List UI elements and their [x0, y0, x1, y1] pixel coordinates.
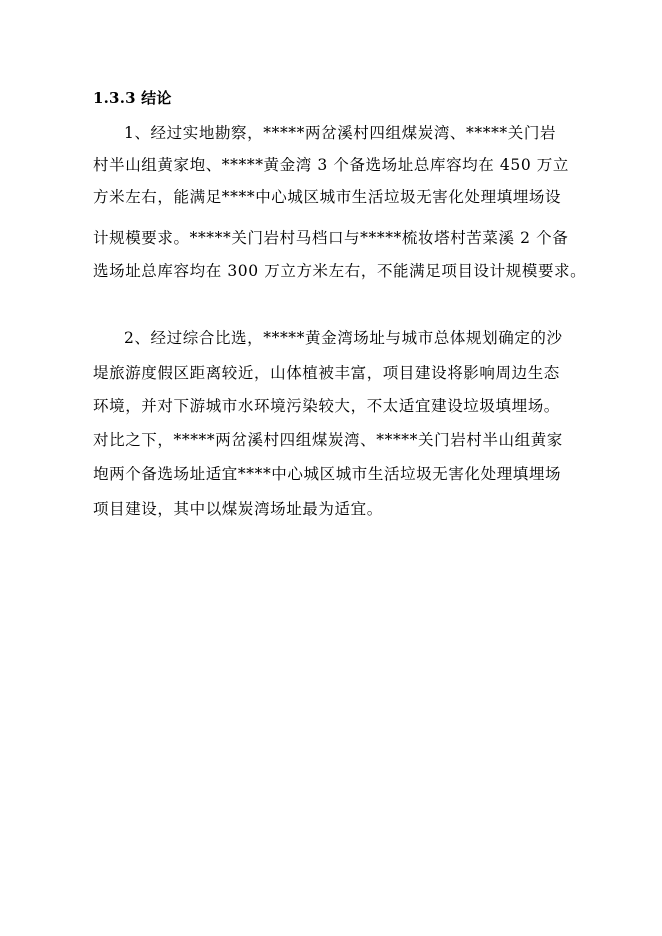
- paragraph-1-line-2: 村半山组黄家垉、*****黄金湾 3 个备选场址总库容均在 450 万立: [93, 156, 570, 174]
- paragraph-1-line-4: 计规模要求。*****关门岩村马档口与*****梳妆塔村苦菜溪 2 个备: [93, 229, 569, 247]
- paragraph-1-line-1: 1、经过实地勘察，*****两岔溪村四组煤炭湾、*****关门岩: [124, 124, 557, 142]
- paragraph-2-line-6: 项目建设，其中以煤炭湾场址最为适宜。: [93, 500, 383, 518]
- paragraph-2-line-1: 2、经过综合比选，*****黄金湾场址与城市总体规划确定的沙: [124, 329, 563, 347]
- paragraph-2-line-3: 环境，并对下游城市水环境污染较大，不太适宜建设垃圾填埋场。: [93, 397, 560, 415]
- paragraph-1-line-3: 方米左右，能满足****中心城区城市生活垃圾无害化处理填埋场设: [93, 188, 562, 206]
- paragraph-2-line-2: 堤旅游度假区距离较近，山体植被丰富，项目建设将影响周边生态: [93, 364, 560, 382]
- section-heading: 1.3.3 结论: [93, 89, 172, 107]
- paragraph-2-line-4: 对比之下，*****两岔溪村四组煤炭湾、*****关门岩村半山组黄家: [93, 431, 563, 449]
- paragraph-2-line-5: 垉两个备选场址适宜****中心城区城市生活垃圾无害化处理填埋场: [93, 465, 562, 483]
- paragraph-1-line-5: 选场址总库容均在 300 万立方米左右，不能满足项目设计规模要求。: [93, 262, 587, 280]
